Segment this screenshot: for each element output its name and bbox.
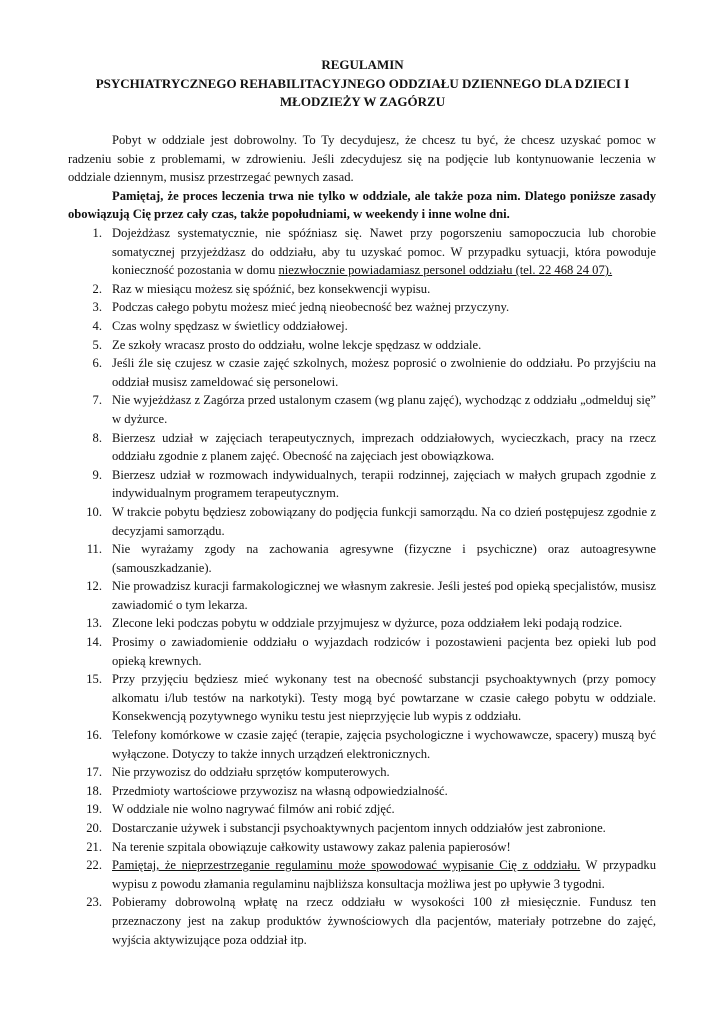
rule-number: 4. [92, 318, 102, 333]
rule-item [68, 317, 656, 336]
rule-number: 3. [92, 300, 102, 315]
rule-item [68, 670, 656, 726]
rule-text: Dojeżdżasz systematycznie, nie spóźniasz się. Nawet przy pogorszeniu samopoczucia lub chorobie somatycznej przyjeżdżasz do oddziału, aby tu uzyskać pomoc. W przypadku sytuacji, która powoduje konieczność pozostania w domu [112, 226, 656, 278]
rule-number: 13. [86, 616, 102, 631]
rule-item [68, 336, 656, 355]
rule-item [68, 633, 656, 670]
intro-paragraph: Pobyt w oddziale jest dobrowolny. To Ty decydujesz, że chcesz tu być, że chcesz uzyskać pomoc w radzeniu sobie z problemami, w zdrowieniu. Jeśli zdecydujesz się na podjęcie lub kontynuowanie leczenia w oddziale dziennym, musisz przestrzegać pewnych zasad. [68, 133, 656, 185]
rule-number: 17. [86, 765, 102, 780]
rule-item [68, 466, 656, 503]
intro-section [68, 131, 656, 224]
rule-number: 2. [92, 281, 102, 296]
rule-number: 5. [92, 337, 102, 352]
rule-text: Prosimy o zawiadomienie oddziału o wyjazdach rodziców i pozostawieni pacjenta bez opieki lub pod opieką krewnych. [112, 635, 656, 668]
rule-item [68, 354, 656, 391]
rule-text: Raz w miesiącu możesz się spóźnić, bez konsekwencji wypisu. [112, 281, 431, 296]
rule-text: Bierzesz udział w rozmowach indywidualnych, terapii rodzinnej, zajęciach w małych grupach zgodnie z indywidualnym programem terapeutycznym. [112, 467, 656, 501]
rule-item [68, 893, 656, 949]
rule-number: 15. [86, 672, 102, 687]
rule-number: 14. [86, 635, 102, 650]
rule-text: Podczas całego pobytu możesz mieć jedną nieobecność bez ważnej przyczyny. [112, 300, 510, 315]
rule-text: Na terenie szpitala obowiązuje całkowity ustawowy zakaz palenia papierosów! [112, 839, 511, 854]
rule-number: 18. [86, 783, 102, 798]
rule-number: 19. [86, 802, 102, 817]
rule-number: 9. [92, 467, 102, 482]
rule-item [68, 614, 656, 633]
rule-item [68, 429, 656, 466]
rule-item [68, 856, 656, 893]
rule-text: Zlecone leki podczas pobytu w oddziale przyjmujesz w dyżurce, poza oddziałem leki podają rodzice. [112, 616, 623, 631]
rule-number: 7. [92, 393, 102, 408]
rule-underlined-text: niezwłocznie powiadamiasz personel oddziału (tel. 22 468 24 07). [278, 263, 613, 278]
rule-number: 20. [86, 821, 102, 835]
rule-item [68, 540, 656, 577]
rule-item [68, 726, 656, 763]
rule-item [68, 819, 656, 838]
rule-number: 11. [86, 542, 102, 557]
rule-item [68, 577, 656, 614]
rule-number: 23. [86, 895, 102, 910]
rule-number: 22. [86, 858, 102, 873]
rule-item [68, 838, 656, 857]
rule-text: Nie wyrażamy zgody na zachowania agresywne (fizyczne i psychiczne) oraz autoagresywne (samouszkadzanie). [112, 542, 656, 575]
rule-number: 10. [86, 504, 102, 519]
rule-text-after: W przypadku wypisu z powodu złamania regulaminu najbliższa konsultacja możliwa jest po upływie 3 tygodni. [112, 858, 656, 891]
rule-number: 21. [86, 839, 102, 854]
rule-text: W trakcie pobytu będziesz zobowiązany do podjęcia funkcji samorządu. Na co dzień postępujesz zgodnie z decyzjami samorządu. [112, 504, 656, 538]
rule-item [68, 782, 656, 801]
rule-text: Nie wyjeżdżasz z Zagórza przed ustalonym czasem (wg planu zajęć), wychodząc z oddziału „odmelduj się” w dyżurce. [112, 393, 656, 426]
rule-number: 8. [92, 430, 102, 445]
rule-text: Telefony komórkowe w czasie zajęć (terapie, zajęcia psychologiczne i wychowawcze, spacery) muszą być wyłączone. Dotyczy to także innych urządzeń elektronicznych. [112, 728, 656, 761]
intro-bold-paragraph: Pamiętaj, że proces leczenia trwa nie tylko w oddziale, ale także poza nim. Dlatego poniższe zasady obowiązują Cię przez cały czas, także popołudniami, w weekendy i inne wolne dni. [68, 188, 656, 222]
rule-underlined-text: Pamiętaj, że nieprzestrzeganie regulaminu może spowodować wypisanie Cię z oddziału. [112, 858, 581, 873]
rule-item [68, 224, 656, 280]
rule-text: Nie prowadzisz kuracji farmakologicznej we własnym zakresie. Jeśli jesteś pod opieką specjalistów, musisz zawiadomić o tym lekarza. [112, 579, 656, 612]
rule-item [68, 503, 656, 540]
rule-text: Jeśli źle się czujesz w czasie zajęć szkolnych, możesz poprosić o zwolnienie do oddziału. Po przyjściu na oddział musisz zameldować się personelowi. [112, 356, 656, 389]
rule-number: 1. [92, 226, 102, 240]
rule-text: Bierzesz udział w zajęciach terapeutycznych, imprezach oddziałowych, wycieczkach, pracy na rzecz oddziału zgodnie z planem zajęć. Obecność na zajęciach jest obowiązkowa. [112, 430, 656, 464]
rule-item [68, 800, 656, 819]
rule-item [68, 298, 656, 317]
title-line: MŁODZIEŻY W ZAGÓRZU [279, 94, 446, 109]
rule-text: Nie przywozisz do oddziału sprzętów komputerowych. [112, 765, 390, 780]
rule-text: Dostarczanie używek i substancji psychoaktywnych pacjentom innych oddziałów jest zabronione. [112, 821, 606, 835]
rule-item [68, 763, 656, 782]
rules-list [68, 224, 656, 949]
rule-text: W oddziale nie wolno nagrywać filmów ani robić zdjęć. [112, 802, 395, 817]
document-title [60, 56, 665, 112]
rule-item [68, 391, 656, 428]
rule-text: Pobieramy dobrowolną wpłatę na rzecz oddziału w wysokości 100 zł miesięcznie. Fundusz ten przeznaczony jest na zakup produktów żywnościowych dla pacjentów, materiały potrzebne do zajęć, wyjścia aktywizujące poza oddział itp. [112, 895, 656, 947]
rule-text: Ze szkoły wracasz prosto do oddziału, wolne lekcje spędzasz w oddziale. [112, 337, 482, 352]
rule-number: 6. [92, 356, 102, 371]
rule-text: Czas wolny spędzasz w świetlicy oddziałowej. [112, 318, 348, 333]
rule-text: Przedmioty wartościowe przywozisz na własną odpowiedzialność. [112, 783, 448, 798]
rule-text: Przy przyjęciu będziesz mieć wykonany test na obecność substancji psychoaktywnych (przy pomocy alkomatu i/lub testów na narkotyki). Testy mogą być powtarzane w czasie całego pobytu w oddziale. Konsekwencją pozytywnego wyniku testu jest nieprzyjęcie lub wypis z oddziału. [112, 672, 656, 724]
rule-item [68, 280, 656, 299]
title-line: PSYCHIATRYCZNEGO REHABILITACYJNEGO ODDZIAŁU DZIENNEGO DLA DZIECI I [95, 75, 630, 91]
rule-number: 12. [86, 579, 102, 594]
rule-number: 16. [86, 728, 102, 743]
title-line: REGULAMIN [321, 57, 404, 72]
